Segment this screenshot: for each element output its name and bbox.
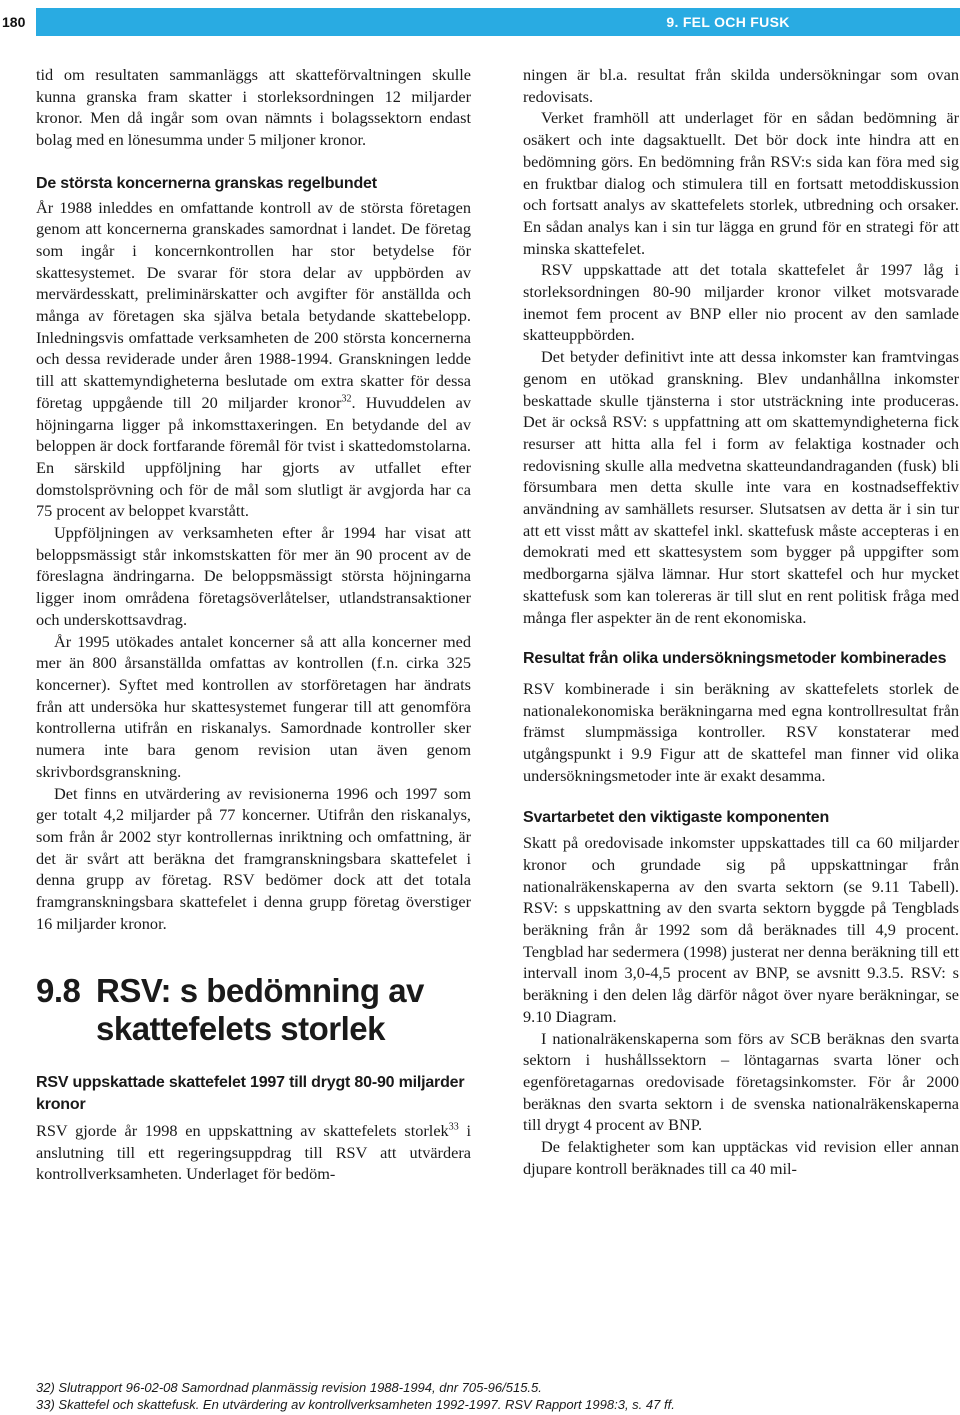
- paragraph: I nationalräkenskaperna som förs av SCB beräknas den svarta sektorn i hushållssektorn – löntagarnas svarta löner och egenföretagarnas oredovisade företagsinkomster. För år 2000 beräknas den svarta sektorn i de svenska nationalräkenskaperna till drygt 4 procent av BNP.: [523, 1028, 959, 1135]
- footnote: 33) Skattefel och skattefusk. En utvärdering av kontrollverksamheten 1992-1997. RSV Rapport 1998:3, s. 47 ff.: [36, 1396, 675, 1412]
- paragraph: RSV kombinerade i sin beräkning av skattefelets storlek de nationalekonomiska beräkningarna med egna kontrollresultat från främst slumpmässiga kontroller. RSV konstaterar med utgångspunkt i 9.9 Figur att de skattefel man finner vid olika undersökningsmetoder inte är exakt desamma.: [523, 678, 959, 785]
- paragraph: Skatt på oredovisade inkomster uppskattades till ca 60 miljarder kronor och grundade sig på uppskattningar från nationalräkenskaperna av den svarta sektorn (se 9.11 Tabell). RSV: s uppskattning av den svarta sektorn byggde på Tengblads beräkning från år 1992 som då beräknades till 4,9 procent. Tengblad har sedermera (1998) justerat ner denna beräkning till ett intervall inom 3,0-4,5 procent av BNP, se avsnitt 9.3.5. RSV: s beräkning i den delen låg därför något över nyare beräkningar, se 9.10 Diagram.: [523, 833, 959, 1026]
- paragraph: RSV gjorde år 1998 en uppskattning av skattefelets storlek$^{33}$ i anslutning till ett regeringsuppdrag till RSV att utvärdera kontrollverksamheten. Underlaget för bedöm-: [36, 1120, 471, 1184]
- paragraph: Det betyder definitivt inte att dessa inkomster kan framtvingas genom en utökad granskning. Blev undanhållna inkomster beskattade skulle tjänsterna i stor utsträckning inte produceras. Det är också RSV: s uppfattning att om skattemyndigheterna fick resurser att hitta alla fel i form av felaktiga kostnader och redovisning skulle alla medvetna skatteundandraganden (fusk) bli försumbara men detta skulle inte vara en kostnadseffektiv användning av samhällets resurser. Slutsatsen av detta är i sin tur att ett visst mått av skattefel inkl. skattefusk måste accepteras i en demokrati med ett skattesystem som bygger på uppgifter som medborgarna själva lämnar. Hur stort skattefel och hur mycket skattefusk som kan tolereras är till slut en rent politisk fråga med många fler aspekter än de rent ekonomiska.: [523, 347, 959, 627]
- footnote-ref: 32: [341, 393, 352, 405]
- subheading: De största koncernerna granskas regelbundet: [36, 174, 377, 192]
- page-header: [0, 8, 960, 36]
- left-column: [36, 64, 471, 1185]
- paragraph: tid om resultaten sammanläggs att skatteförvaltningen skulle kunna granska fram skatter i storleksordningen 12 miljarder kronor. Men då ingår som ovan nämnts i bolagssektorn endast bolag med en lönesumma under 5 miljoner kronor.: [36, 65, 471, 150]
- paragraph: RSV uppskattade att det totala skattefelet år 1997 låg i storleksordningen 80-90 miljarder kronor vilket motsvarade inemot fem procent av BNP eller nio procent av den samlade skatteuppbörden.: [523, 260, 959, 345]
- footnote-ref: 33: [448, 1121, 459, 1133]
- subheading: Resultat från olika undersökningsmetoder kombinerades: [523, 650, 947, 668]
- right-column: [523, 64, 959, 1179]
- chapter-band: [36, 8, 960, 36]
- footnotes: [36, 1380, 936, 1413]
- paragraph: ningen är bl.a. resultat från skilda undersökningar som ovan redovisats.: [523, 65, 959, 106]
- subheading: RSV uppskattade skattefelet 1997 till drygt 80-90 miljarder kronor: [36, 1074, 465, 1114]
- section-heading: [36, 972, 471, 1048]
- section-title: RSV: s bedömning av skattefelets storlek: [96, 972, 424, 1048]
- footnote: 32) Slutrapport 96-02-08 Samordnad planmässig revision 1988-1994, dnr 705-96/515.5.: [36, 1380, 542, 1395]
- paragraph: Det finns en utvärdering av revisionerna 1996 och 1997 som ger totalt 4,2 miljarder på 77 koncerner. Utifrån den riskanalys, som från år 2002 styr kontrollernas inriktning och omfattning, är det är svårt att beräkna det framgranskningsbara skattefelet i denna grupp av företag. RSV bedömer dock att det totala framgranskningsbara skattefelet i denna grupp företag överstiger 16 miljarder kronor.: [36, 783, 471, 933]
- chapter-title: 9. FEL OCH FUSK: [666, 14, 790, 30]
- section-number: 9.8: [36, 972, 81, 1010]
- page-number: 180: [0, 8, 36, 36]
- paragraph: År 1995 utökades antalet koncerner så att alla koncerner med mer än 800 årsanställda omfattas av kontrollen (f.n. cirka 325 koncerner). Syftet med kontrollen av storföretagen har ändrats från att undersöka hur skattesystemet fungerar till att genomföra kontrollerna utifrån en riskanalys. Samordnade kontroller sker numera inte bara genom revision utan även genom skrivbordsgranskning.: [36, 631, 471, 781]
- paragraph: De felaktigheter som kan upptäckas vid revision eller annan djupare kontroll beräknades till ca 40 mil-: [523, 1137, 959, 1178]
- paragraph: Verket framhöll att underlaget för en sådan bedömning är osäkert och inte dagsaktuellt. Det bör dock inte hindra att en bedömning görs. En bedömning från RSV:s sida kan föra med sig en fruktbar dialog och stimulera till en fortsatt metoddiskussion och fortsatt analys av skattefelets storlek, utbredning och orsaker. En sådan analys kan i sin tur lägga en grund för en strategi för att minska skattefelet.: [523, 108, 959, 258]
- subheading: Svartarbetet den viktigaste komponenten: [523, 808, 830, 826]
- paragraph: Uppföljningen av verksamheten efter år 1994 har visat att beloppsmässigt står inkomstskatten för mer än 90 procent av de föreslagna ändringarna. De beloppsmässigt största höjningarna ligger inom områdena företagsöverlåtelser, utlandstransaktioner och underskottsavdrag.: [36, 523, 471, 629]
- paragraph: År 1988 inleddes en omfattande kontroll av de största företagen genom att koncernerna granskades samordnat i landet. De företag som ingår i koncernkontrollen har stor betydelse för skattesystemet. De svarar för stora delar av uppbörden av mervärdesskatt, preliminärskatter och avgifter för anställda och många av företagen ska själva betala betydande skattebelopp. Inledningsvis omfattade verksamheten de 200 största koncernerna och dessa reviderade under åren 1988-1994. Granskningen ledde till att skattemyndigheterna beslutade om extra skatter för dessa företag uppgående till 20 miljarder kronor$^{32}$. Huvuddelen av höjningarna ligger på inkomsttaxeringen. En betydande del av beloppen är dock fortfarande föremål för tvist i skattedomstolarna. En särskild uppföljning har gjorts av utfallet efter domstolsprövning och för de mål som slutligt är avgjorda har ca 75 procent av beloppet kvarstått.: [36, 197, 471, 521]
